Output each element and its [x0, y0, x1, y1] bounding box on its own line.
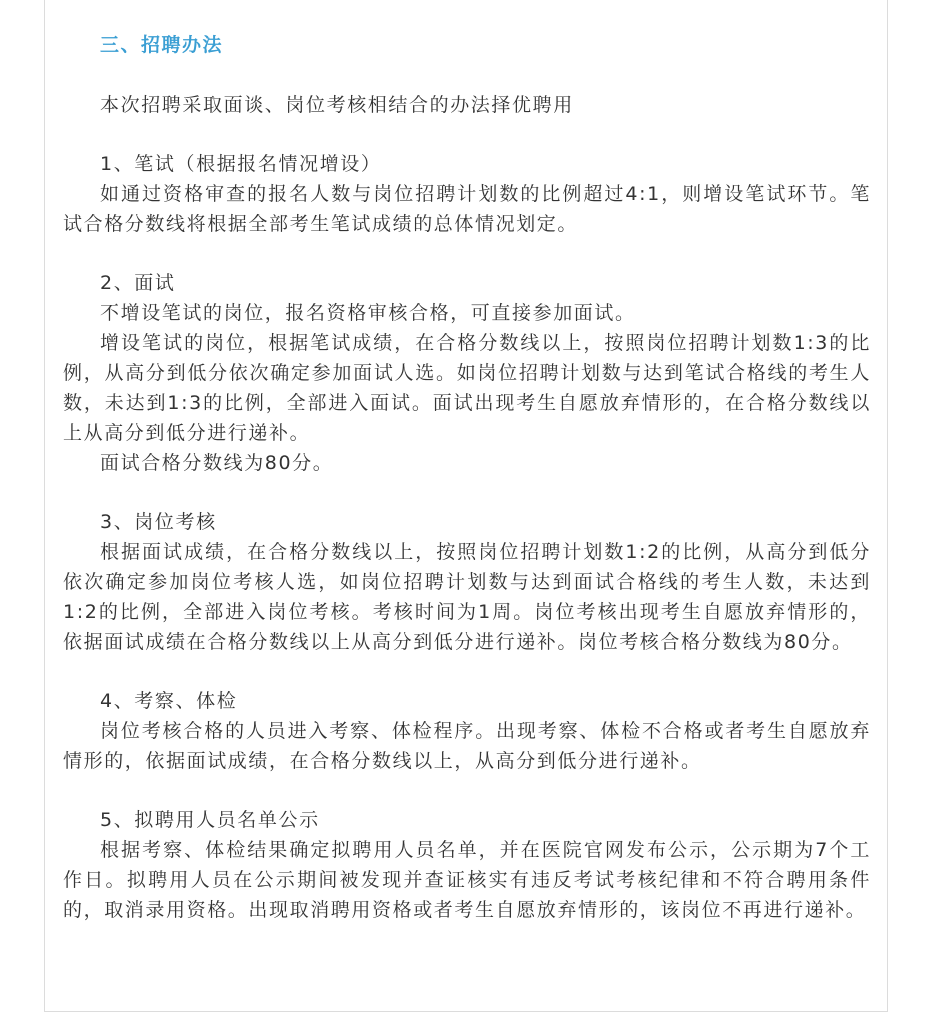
article-body — [63, 30, 871, 925]
subsection-title-position-assessment: 3、岗位考核 — [100, 511, 217, 533]
subsection-title-interview: 2、面试 — [100, 272, 176, 294]
paragraph: 不增设笔试的岗位，报名资格审核合格，可直接参加面试。 — [100, 302, 636, 324]
section-heading: 三、招聘办法 — [100, 34, 224, 56]
paragraph: 如通过资格审查的报名人数与岗位招聘计划数的比例超过4:1，则增设笔试环节。笔试合格分数线将根据全部考生笔试成绩的总体情况划定。 — [63, 183, 871, 235]
paragraph: 面试合格分数线为80分。 — [100, 452, 334, 474]
subsection-title-public-notice: 5、拟聘用人员名单公示 — [100, 809, 320, 831]
intro-paragraph: 本次招聘采取面谈、岗位考核相结合的办法择优聘用 — [100, 94, 574, 116]
paragraph: 岗位考核合格的人员进入考察、体检程序。出现考察、体检不合格或者考生自愿放弃情形的，依据面试成绩，在合格分数线以上，从高分到低分进行递补。 — [63, 720, 871, 772]
paragraph: 增设笔试的岗位，根据笔试成绩，在合格分数线以上，按照岗位招聘计划数1:3的比例，从高分到低分依次确定参加面试人选。如岗位招聘计划数与达到笔试合格线的考生人数，未达到1:3的比例，全部进入面试。面试出现考生自愿放弃情形的，在合格分数线以上从高分到低分进行递补。 — [63, 332, 871, 444]
subsection-title-written-exam: 1、笔试（根据报名情况增设） — [100, 153, 382, 175]
paragraph: 根据面试成绩，在合格分数线以上，按照岗位招聘计划数1:2的比例，从高分到低分依次确定参加岗位考核人选，如岗位招聘计划数与达到面试合格线的考生人数，未达到1:2的比例，全部进入岗位考核。考核时间为1周。岗位考核出现考生自愿放弃情形的，依据面试成绩在合格分数线以上从高分到低分进行递补。岗位考核合格分数线为80分。 — [63, 541, 871, 653]
paragraph: 根据考察、体检结果确定拟聘用人员名单，并在医院官网发布公示，公示期为7个工作日。拟聘用人员在公示期间被发现并查证核实有违反考试考核纪律和不符合聘用条件的，取消录用资格。出现取消聘用资格或者考生自愿放弃情形的，该岗位不再进行递补。 — [63, 839, 871, 921]
subsection-title-inspection-physical: 4、考察、体检 — [100, 690, 238, 712]
